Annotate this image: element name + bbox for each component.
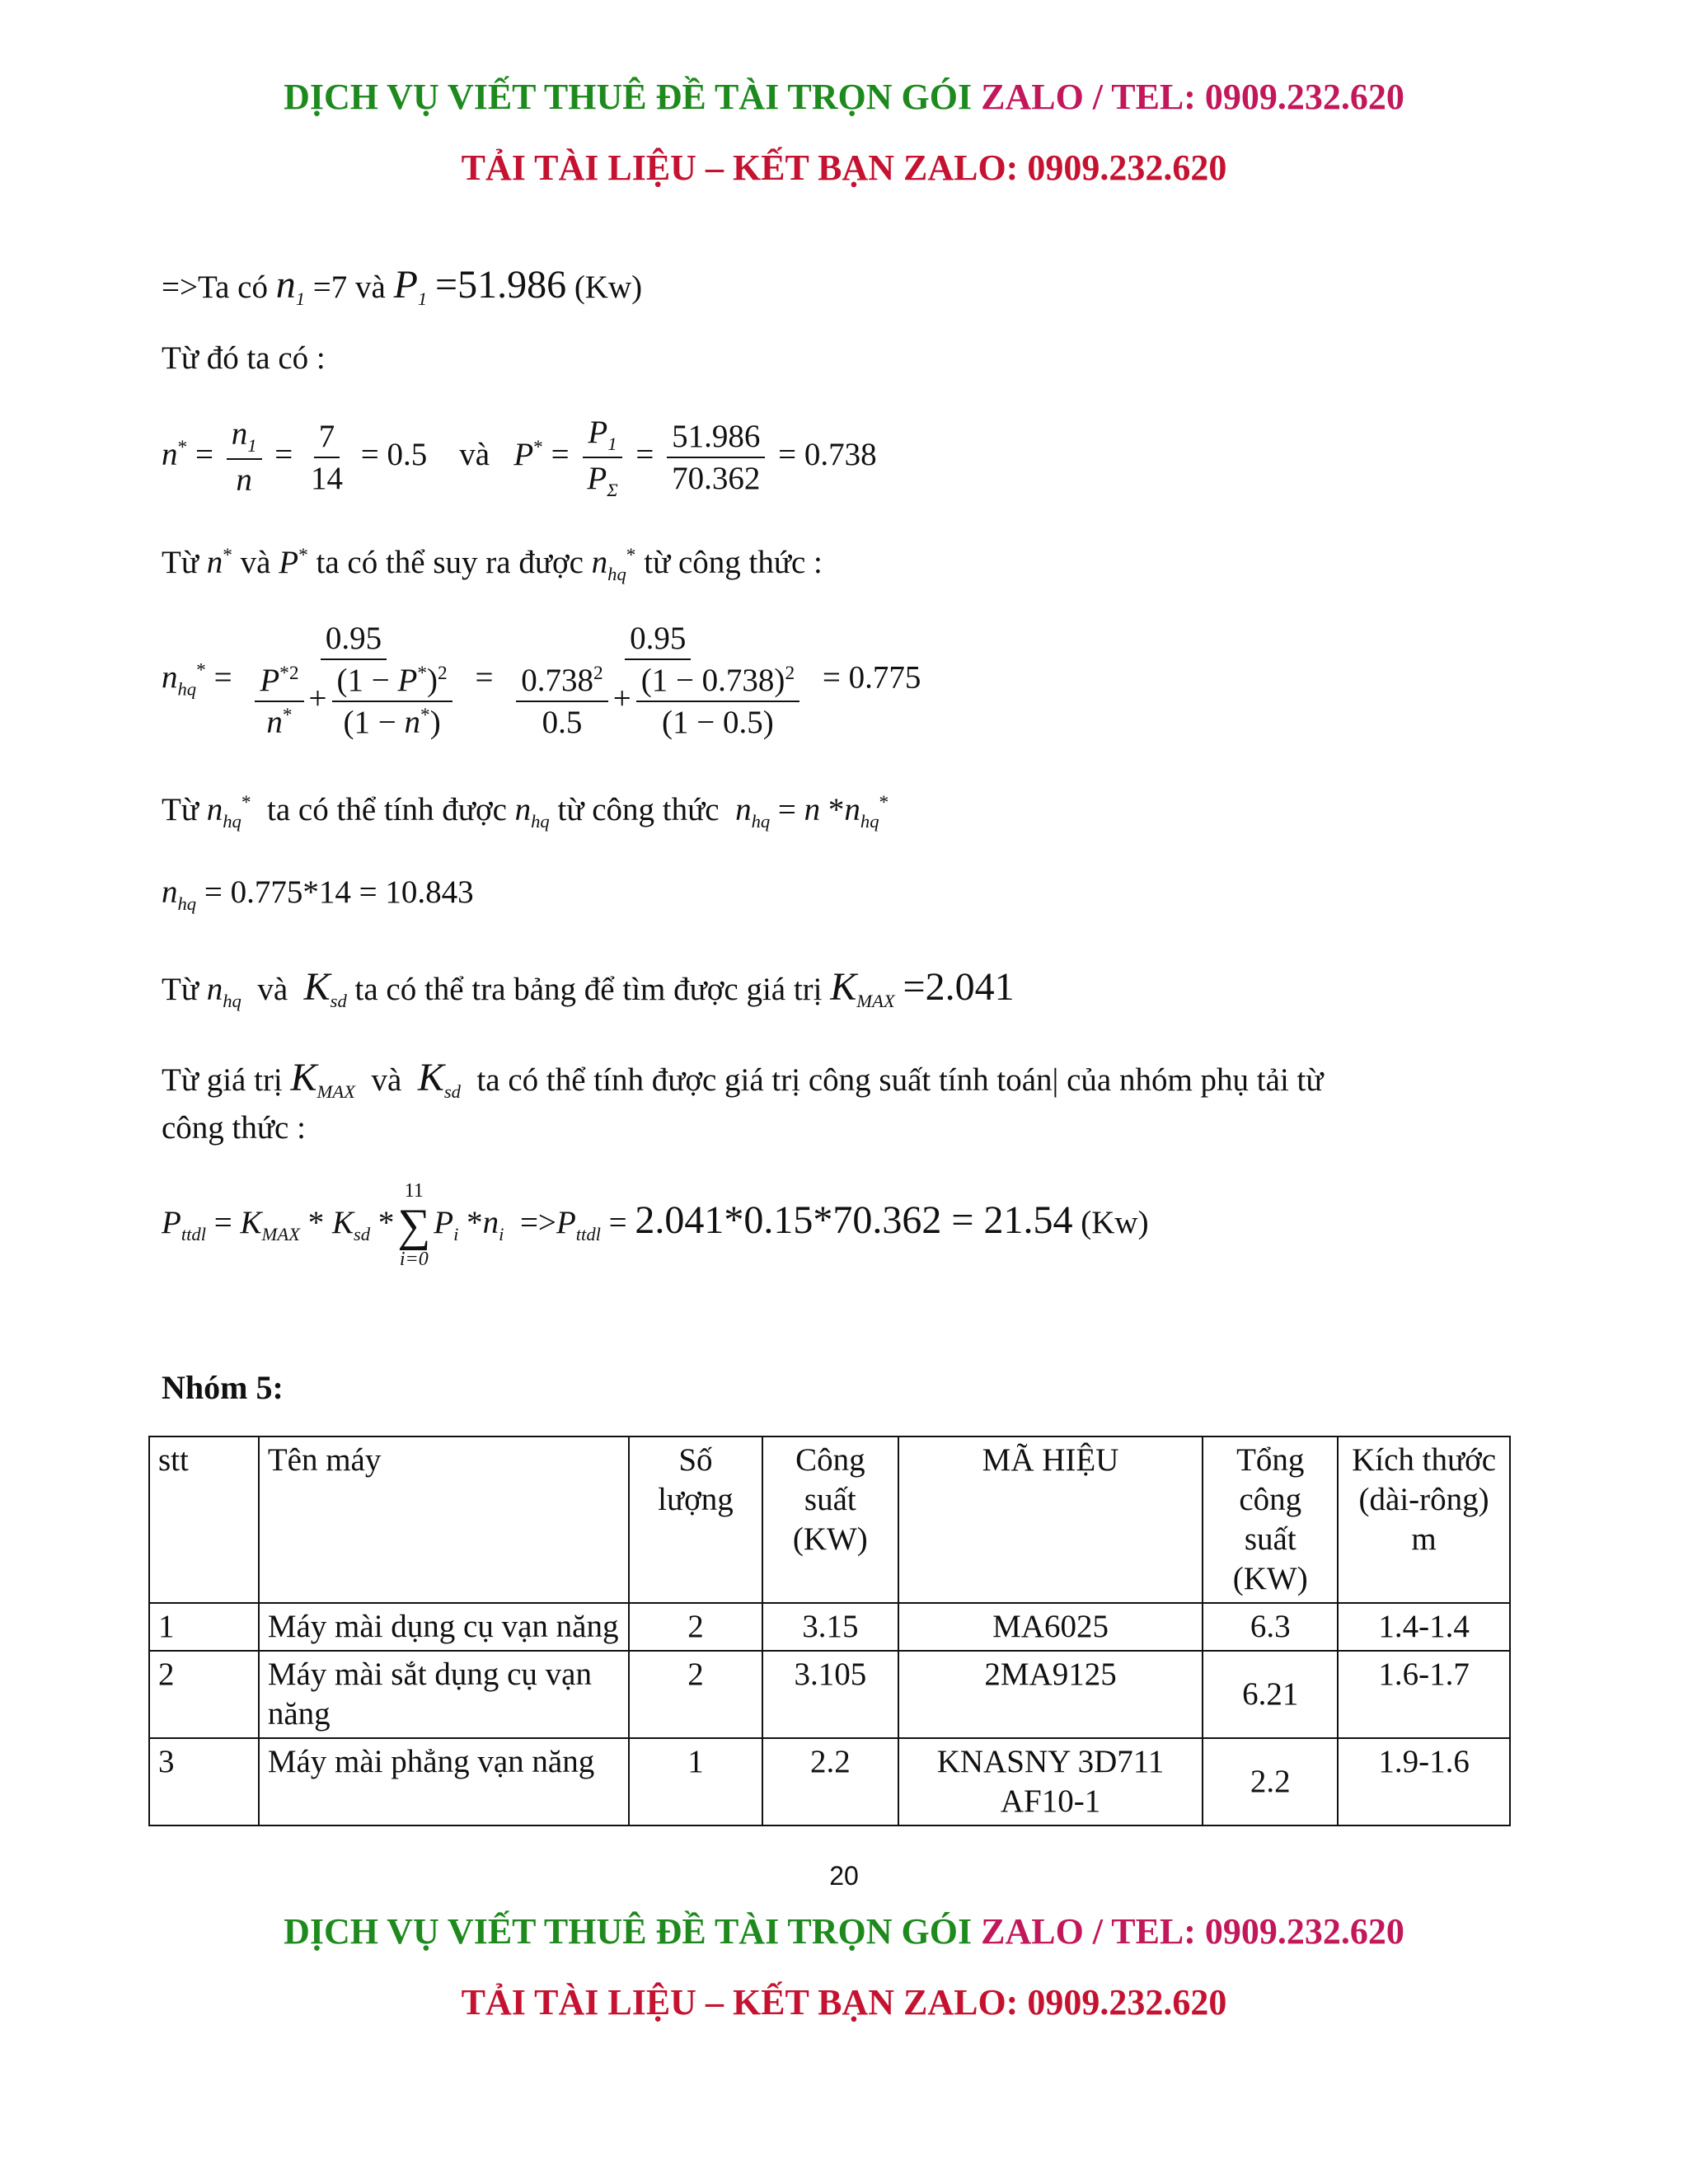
header-ma-hieu: MÃ HIỆU bbox=[898, 1436, 1203, 1603]
cell-kich-thuoc: 1.4-1.4 bbox=[1338, 1603, 1510, 1651]
header-ten-may: Tên máy bbox=[259, 1436, 629, 1603]
bottom-banner-download: TẢI TÀI LIỆU – KẾT BẠN ZALO: 0909.232.620 bbox=[461, 1982, 1227, 2022]
top-banner-service bbox=[0, 76, 1688, 118]
service-phone: ZALO / TEL: 0909.232.620 bbox=[981, 77, 1404, 117]
equipment-table bbox=[148, 1436, 1511, 1826]
table-header-row bbox=[149, 1436, 1510, 1603]
service-text: DỊCH VỤ VIẾT THUÊ ĐỀ TÀI TRỌN GÓI bbox=[284, 77, 982, 117]
cell-cong-suat: 3.15 bbox=[762, 1603, 898, 1651]
header-tong-cong-suat: Tổng công suất (KW) bbox=[1203, 1436, 1338, 1603]
cell-ten-may: Máy mài phẳng vạn năng bbox=[259, 1738, 629, 1825]
cell-tong-cong-suat: 6.21 bbox=[1203, 1651, 1338, 1738]
formula-nhq-value: $n_{hq} = 0.775*14 = 10.843$ bbox=[162, 874, 474, 914]
cell-so-luong: 2 bbox=[629, 1651, 762, 1738]
bottom-banner-service bbox=[0, 1910, 1688, 1952]
cell-ma-hieu: 2MA9125 bbox=[898, 1651, 1203, 1738]
cell-so-luong: 2 bbox=[629, 1603, 762, 1651]
cell-stt: 2 bbox=[149, 1651, 259, 1738]
cell-stt: 3 bbox=[149, 1738, 259, 1825]
cell-cong-suat: 3.105 bbox=[762, 1651, 898, 1738]
line-kmax: Từ $n_{hq}$ và $K_{sd}$ ta có thể tra bảng để tìm được giá trị $K_{MAX} =2.041$ bbox=[162, 965, 1015, 1011]
header-cong-suat: Công suất (KW) bbox=[762, 1436, 898, 1603]
page-number: 20 bbox=[829, 1861, 859, 1891]
cell-ten-may: Máy mài dụng cụ vạn năng bbox=[259, 1603, 629, 1651]
line-cong-thuc: công thức : bbox=[162, 1110, 306, 1146]
header-so-luong: Số lượng bbox=[629, 1436, 762, 1603]
cell-ma-hieu: MA6025 bbox=[898, 1603, 1203, 1651]
cell-kich-thuoc: 1.6-1.7 bbox=[1338, 1651, 1510, 1738]
header-kich-thuoc: Kích thước (dài-rông) m bbox=[1338, 1436, 1510, 1603]
table-row bbox=[149, 1738, 1510, 1825]
table-row bbox=[149, 1651, 1510, 1738]
formula-nhq-star: $n_{hq}^*$ = 0.95 $\frac{P^{*2}}{n^*}$ + $\frac{(1 - P^*)^2}{(1 - n^*)}$ = 0.95 $\frac{0.738^2}{0.5}$ + $\frac{(1 - 0.738)^2}{(1 - 0.5)}$ = 0.775 bbox=[162, 621, 921, 740]
top-banner-download: TẢI TÀI LIỆU – KẾT BẠN ZALO: 0909.232.620 bbox=[461, 148, 1227, 188]
cell-tong-cong-suat: 2.2 bbox=[1203, 1738, 1338, 1825]
formula-n-star-p-star: n* = $\frac{n_1}{n}$ = $\frac{7}{14}$ = 0.5 và P* = $\frac{P_1}{P_\Sigma}$ = $\frac{51.986}{70.362}$ = 0.738 bbox=[162, 415, 877, 500]
service-text: DỊCH VỤ VIẾT THUÊ ĐỀ TÀI TRỌN GÓI bbox=[284, 1911, 982, 1952]
line-tu-do: Từ đó ta có : bbox=[162, 340, 326, 376]
cell-stt: 1 bbox=[149, 1603, 259, 1651]
cell-ten-may: Máy mài sắt dụng cụ vạn năng bbox=[259, 1651, 629, 1738]
section-heading: Nhóm 5: bbox=[162, 1369, 284, 1406]
cell-so-luong: 1 bbox=[629, 1738, 762, 1825]
cell-ma-hieu: KNASNY 3D711 AF10-1 bbox=[898, 1738, 1203, 1825]
line-ta-co: =>Ta có $n_1 =7$ và $P_1 =51.986$ (Kw) bbox=[162, 263, 643, 309]
header-stt: stt bbox=[149, 1436, 259, 1603]
line-tinh-nhq: Từ $n_{hq}^*$ ta có thể tính được $n_{hq}$ từ công thức $n_{hq} = n$ $*n_{hq}^*$ bbox=[162, 792, 889, 832]
cell-kich-thuoc: 1.9-1.6 bbox=[1338, 1738, 1510, 1825]
line-suy-ra: Từ n* và P* ta có thể suy ra được $n_{hq}^*$ từ công thức : bbox=[162, 545, 823, 584]
formula-pttdl: $P_{ttdl} = K_{MAX} * K_{sd}$ * 11 ∑ i=0 $P_i$ $*n_i =>P_{ttdl} = 2.041*0.15*70.362 = 21.54$ (Kw) bbox=[162, 1180, 1149, 1270]
cell-cong-suat: 2.2 bbox=[762, 1738, 898, 1825]
line-tinh-cong-suat: Từ giá trị $K_{MAX}$ và $K_{sd}$ ta có thể tính được giá trị công suất tính toán| của nhóm phụ tải từ bbox=[162, 1056, 1324, 1102]
table-row bbox=[149, 1603, 1510, 1651]
service-phone: ZALO / TEL: 0909.232.620 bbox=[981, 1911, 1404, 1952]
cell-tong-cong-suat: 6.3 bbox=[1203, 1603, 1338, 1651]
